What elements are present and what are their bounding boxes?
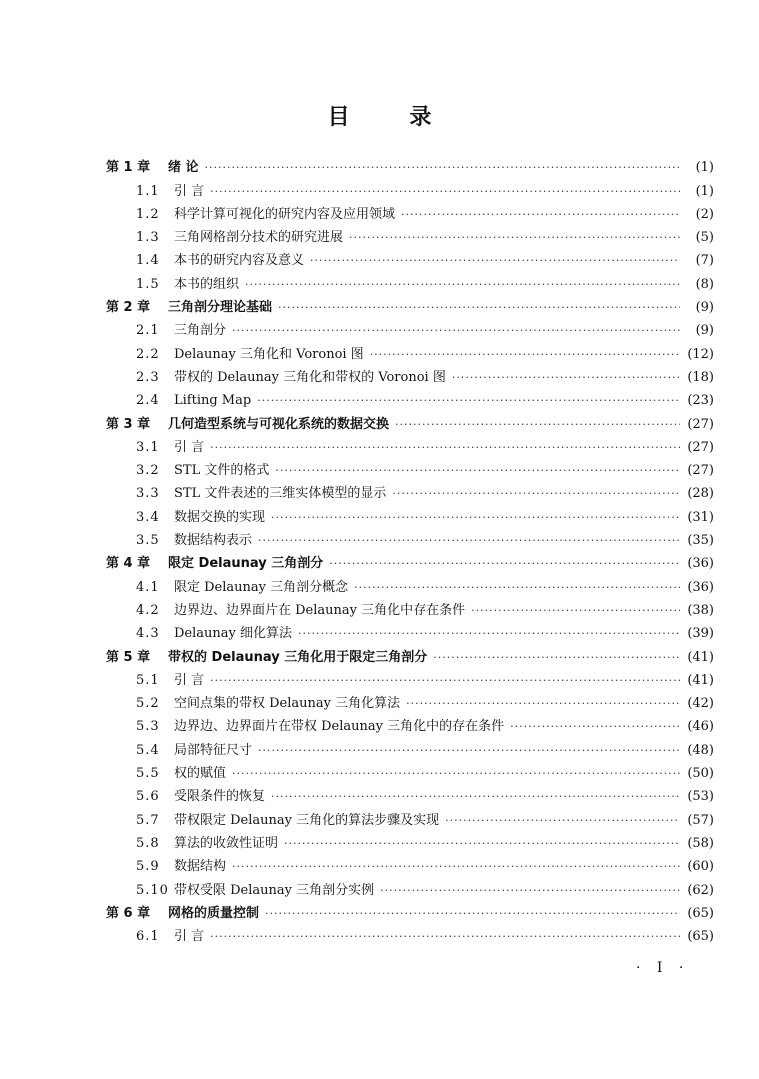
entry-page: (23) (687, 393, 714, 409)
entry-title: 空间点集的带权 Delaunay 三角化算法 (174, 696, 401, 712)
entry-number: 5.2 (136, 696, 160, 712)
entry-page: (62) (687, 882, 714, 898)
dot-leader (271, 790, 680, 804)
entry-number: 5.9 (136, 859, 160, 875)
toc-section-entry[interactable] (106, 338, 714, 361)
dot-leader (354, 581, 680, 595)
toc-section-entry[interactable] (106, 199, 714, 222)
entry-title: 局部特征尺寸 (174, 742, 253, 758)
entry-title: 限定 Delaunay 三角剖分概念 (174, 579, 349, 595)
dot-leader (349, 231, 680, 245)
entry-title: 数据交换的实现 (174, 509, 266, 525)
toc-section-entry[interactable] (106, 665, 714, 688)
toc-section-entry[interactable] (106, 175, 714, 198)
page-number: · I · (636, 960, 690, 976)
entry-page: (31) (687, 509, 714, 525)
entry-page: (46) (687, 719, 714, 735)
entry-title: 数据结构表示 (174, 533, 253, 549)
entry-number: 5.6 (136, 789, 160, 805)
dot-leader (445, 814, 680, 828)
dot-leader (310, 254, 680, 268)
entry-page: (48) (687, 742, 714, 758)
entry-title: 绪 论 (168, 160, 199, 176)
entry-page: (1) (695, 160, 714, 176)
dot-leader (257, 394, 680, 408)
entry-title: STL 文件的格式 (174, 463, 270, 479)
entry-page: (65) (687, 929, 714, 945)
dot-leader (392, 487, 680, 501)
entry-title: 本书的组织 (174, 276, 240, 292)
entry-number: 4.2 (136, 602, 160, 618)
dot-leader (232, 767, 680, 781)
entry-title: Delaunay 细化算法 (174, 626, 292, 642)
entry-title: 三角网格剖分技术的研究进展 (174, 230, 344, 246)
entry-number: 2.1 (136, 323, 160, 339)
toc-section-entry[interactable] (106, 455, 714, 478)
dot-leader (275, 464, 680, 478)
dot-leader (245, 278, 680, 292)
entry-page: (39) (687, 626, 714, 642)
entry-page: (9) (695, 323, 714, 339)
entry-number: 5.3 (136, 719, 160, 735)
entry-title: STL 文件表述的三维实体模型的显示 (174, 486, 387, 502)
dot-leader (232, 324, 680, 338)
dot-leader (452, 371, 680, 385)
entry-page: (5) (695, 230, 714, 246)
dot-leader (271, 511, 680, 525)
entry-number: 5.7 (136, 812, 160, 828)
toc-chapter-entry[interactable] (106, 408, 714, 431)
entry-page: (36) (687, 579, 714, 595)
entry-title: 带权的 Delaunay 三角化和带权的 Voronoi 图 (174, 369, 446, 385)
entry-title: 网格的质量控制 (168, 905, 260, 921)
toc-section-entry[interactable] (106, 781, 714, 804)
dot-leader (232, 860, 680, 874)
toc-section-entry[interactable] (106, 362, 714, 385)
toc-section-entry[interactable] (106, 222, 714, 245)
entry-number: 1.3 (136, 230, 160, 246)
dot-leader (298, 627, 680, 641)
entry-page: (42) (687, 696, 714, 712)
dot-leader (370, 348, 680, 362)
entry-number: 第 4 章 (106, 556, 151, 572)
entry-number: 1.1 (136, 183, 160, 199)
entry-number: 3.1 (136, 439, 160, 455)
entry-number: 1.5 (136, 276, 160, 292)
toc-section-entry[interactable] (106, 804, 714, 827)
entry-title: 带权受限 Delaunay 三角剖分实例 (174, 882, 375, 898)
dot-leader (284, 837, 680, 851)
dot-leader (395, 418, 680, 432)
entry-page: (7) (695, 253, 714, 269)
toc-section-entry[interactable] (106, 758, 714, 781)
dot-leader (329, 557, 680, 571)
table-of-contents (106, 152, 714, 944)
dot-leader (510, 720, 680, 734)
dot-leader (380, 884, 680, 898)
entry-number: 第 5 章 (106, 649, 151, 665)
toc-section-entry[interactable] (106, 432, 714, 455)
entry-page: (58) (687, 835, 714, 851)
entry-number: 1.4 (136, 253, 160, 269)
entry-number: 3.3 (136, 486, 160, 502)
toc-section-entry[interactable] (106, 595, 714, 618)
toc-section-entry[interactable] (106, 478, 714, 501)
entry-page: (38) (687, 602, 714, 618)
entry-title: 受限条件的恢复 (174, 789, 266, 805)
entry-number: 3.5 (136, 533, 160, 549)
entry-number: 5.1 (136, 672, 160, 688)
entry-number: 第 1 章 (106, 160, 151, 176)
entry-title: 三角剖分理论基础 (168, 300, 273, 316)
toc-section-entry[interactable] (106, 734, 714, 757)
entry-page: (65) (687, 905, 714, 921)
entry-page: (35) (687, 533, 714, 549)
toc-section-entry[interactable] (106, 268, 714, 291)
entry-number: 5.8 (136, 835, 160, 851)
entry-number: 第 2 章 (106, 300, 151, 316)
entry-page: (1) (695, 183, 714, 199)
entry-title: 几何造型系统与可视化系统的数据交换 (168, 416, 390, 432)
entry-page: (60) (687, 859, 714, 875)
toc-section-entry[interactable] (106, 874, 714, 897)
entry-number: 2.2 (136, 346, 160, 362)
toc-section-entry[interactable] (106, 245, 714, 268)
entry-number: 4.1 (136, 579, 160, 595)
entry-number: 5.4 (136, 742, 160, 758)
entry-page: (27) (687, 439, 714, 455)
dot-leader (265, 907, 680, 921)
entry-page: (18) (687, 369, 714, 385)
entry-title: 限定 Delaunay 三角剖分 (168, 556, 324, 572)
entry-page: (2) (695, 206, 714, 222)
dot-leader (278, 301, 680, 315)
toc-section-entry[interactable] (106, 711, 714, 734)
entry-number: 1.2 (136, 206, 160, 222)
toc-section-entry[interactable] (106, 525, 714, 548)
dot-leader (205, 161, 680, 175)
entry-title: 算法的收敛性证明 (174, 835, 279, 851)
entry-title: 边界边、边界面片在带权 Delaunay 三角化中的存在条件 (174, 719, 505, 735)
entry-number: 2.4 (136, 393, 160, 409)
dot-leader (258, 534, 680, 548)
entry-page: (41) (687, 649, 714, 665)
entry-page: (27) (687, 463, 714, 479)
entry-number: 3.4 (136, 509, 160, 525)
entry-title: 带权的 Delaunay 三角化用于限定三角剖分 (168, 649, 428, 665)
entry-number: 4.3 (136, 626, 160, 642)
entry-page: (27) (687, 416, 714, 432)
toc-chapter-entry[interactable] (106, 152, 714, 175)
entry-page: (8) (695, 276, 714, 292)
entry-number: 6.1 (136, 929, 160, 945)
entry-title: 引 言 (174, 929, 205, 945)
toc-chapter-entry[interactable] (106, 292, 714, 315)
entry-page: (41) (687, 672, 714, 688)
dot-leader (406, 697, 680, 711)
entry-title: 带权限定 Delaunay 三角化的算法步骤及实现 (174, 812, 440, 828)
entry-number: 3.2 (136, 463, 160, 479)
page-title: 目 录 (327, 105, 458, 130)
entry-title: Lifting Map (174, 393, 252, 409)
toc-chapter-entry[interactable] (106, 548, 714, 571)
toc-section-entry[interactable] (106, 828, 714, 851)
toc-section-entry[interactable] (106, 921, 714, 944)
entry-title: 引 言 (174, 183, 205, 199)
dot-leader (210, 185, 680, 199)
entry-number: 2.3 (136, 369, 160, 385)
dot-leader (471, 604, 680, 618)
toc-section-entry[interactable] (106, 501, 714, 524)
entry-number: 第 3 章 (106, 416, 151, 432)
entry-page: (36) (687, 556, 714, 572)
dot-leader (258, 744, 680, 758)
toc-section-entry[interactable] (106, 315, 714, 338)
entry-title: 本书的研究内容及意义 (174, 253, 305, 269)
entry-page: (12) (687, 346, 714, 362)
dot-leader (401, 208, 680, 222)
entry-page: (57) (687, 812, 714, 828)
toc-section-entry[interactable] (106, 688, 714, 711)
entry-title: 边界边、边界面片在 Delaunay 三角化中存在条件 (174, 602, 466, 618)
dot-leader (210, 674, 680, 688)
entry-number: 第 6 章 (106, 905, 151, 921)
entry-page: (28) (687, 486, 714, 502)
toc-section-entry[interactable] (106, 851, 714, 874)
toc-section-entry[interactable] (106, 618, 714, 641)
entry-title: 数据结构 (174, 859, 227, 875)
entry-page: (50) (687, 766, 714, 782)
entry-title: 引 言 (174, 439, 205, 455)
entry-number: 5.10 (136, 882, 169, 898)
toc-section-entry[interactable] (106, 385, 714, 408)
entry-title: 引 言 (174, 672, 205, 688)
dot-leader (433, 651, 680, 665)
dot-leader (210, 441, 680, 455)
toc-section-entry[interactable] (106, 571, 714, 594)
toc-chapter-entry[interactable] (106, 641, 714, 664)
entry-title: 科学计算可视化的研究内容及应用领域 (174, 206, 396, 222)
entry-title: Delaunay 三角化和 Voronoi 图 (174, 346, 364, 362)
entry-page: (9) (695, 300, 714, 316)
entry-title: 三角剖分 (174, 323, 227, 339)
dot-leader (210, 930, 680, 944)
entry-title: 权的赋值 (174, 766, 227, 782)
toc-chapter-entry[interactable] (106, 898, 714, 921)
entry-number: 5.5 (136, 766, 160, 782)
entry-page: (53) (687, 789, 714, 805)
